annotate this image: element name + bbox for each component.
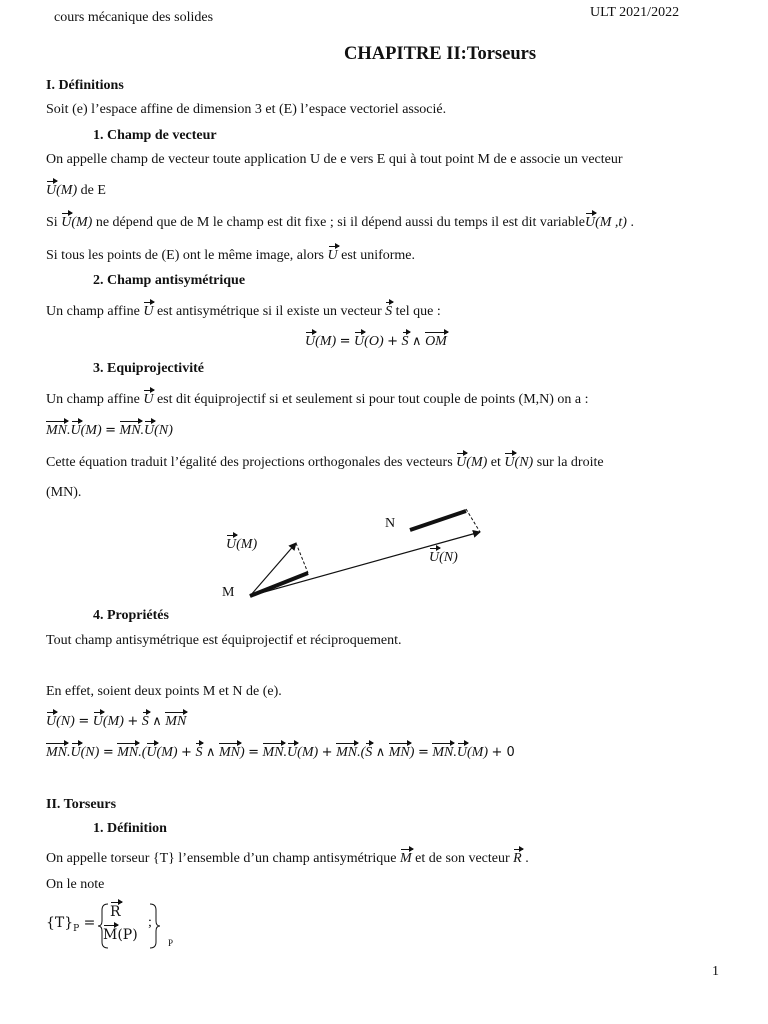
chapter-title: CHAPITRE II:Torseurs (344, 44, 537, 64)
vector-field-line2: U(M) de E (46, 183, 106, 198)
formula-proof: MN.U(N) = MN.(U(M) + S ∧ MN) = MN.U(M) + MN.(S ∧ MN) = MN.U(M) + 0 (46, 745, 515, 760)
vector-field-definition: On appelle champ de vecteur toute application U de e vers E qui à tout point M de e associe un vecteur (46, 152, 623, 167)
figure-label-u-n: U(N) (429, 550, 458, 565)
dashed-projection-m (296, 543, 308, 573)
section-torseurs-heading: II. Torseurs (46, 797, 117, 812)
header-year: ULT 2021/2022 (590, 5, 680, 20)
figure-label-u-m: U(M) (226, 537, 258, 552)
torseur-definition: On appelle torseur {T} l’ensemble d’un champ antisymétrique M et de son vecteur R . (46, 851, 529, 866)
intro-paragraph: Soit (e) l’espace affine de dimension 3 et (E) l’espace vectoriel associé. (46, 102, 447, 117)
properties-proof-intro: En effet, soient deux points M et N de (e). (46, 684, 282, 699)
formula-u-m: U(M) (46, 183, 78, 198)
equiprojectivity-explanation: Cette équation traduit l’égalité des projections orthogonales des vecteurs U(M) et U(N) sur la droite (46, 455, 604, 470)
formula-u-n: U(N) = U(M) + S ∧ MN (46, 714, 187, 729)
formula-equiprojectivity: MN.U(M) = MN.U(N) (46, 423, 173, 438)
figure-label-m: M (222, 585, 235, 600)
properties-statement: Tout champ antisymétrique est équiprojectif et réciproquement. (46, 633, 402, 648)
page-number: 1 (712, 964, 719, 979)
subheading-antisymmetric: 2. Champ antisymétrique (93, 273, 246, 288)
header-course: cours mécanique des solides (54, 10, 214, 25)
equiprojectivity-line3: (MN). (46, 485, 82, 500)
section-definitions-heading: I. Définitions (46, 78, 124, 93)
formula-antisymmetric: U(M) = U(O) + S ∧ OM (305, 334, 447, 349)
antisymmetric-definition: Un champ affine U est antisymétrique si il existe un vecteur S tel que : (46, 304, 441, 319)
projection-u-n (410, 511, 466, 530)
vector-field-line4: Si tous les points de (E) ont le même image, alors U est uniforme. (46, 248, 416, 263)
figure-label-n: N (385, 516, 396, 531)
subheading-properties: 4. Propriétés (93, 608, 169, 623)
projection-u-m (250, 573, 308, 596)
subheading-vector-field: 1. Champ de vecteur (93, 128, 217, 143)
dashed-projection-n (466, 509, 480, 532)
equiprojectivity-definition: Un champ affine U est dit équiprojectif si et seulement si pour tout couple de points (M,N) on a : (46, 392, 589, 407)
vector-field-line3: Si U(M) ne dépend que de M le champ est dit fixe ; si il dépend aussi du temps il est dit variableU(M ,t) . (46, 215, 634, 230)
subheading-equiprojectivity: 3. Equiprojectivité (93, 361, 204, 376)
subheading-definition: 1. Définition (93, 821, 167, 836)
torseur-notation-intro: On le note (46, 877, 105, 892)
